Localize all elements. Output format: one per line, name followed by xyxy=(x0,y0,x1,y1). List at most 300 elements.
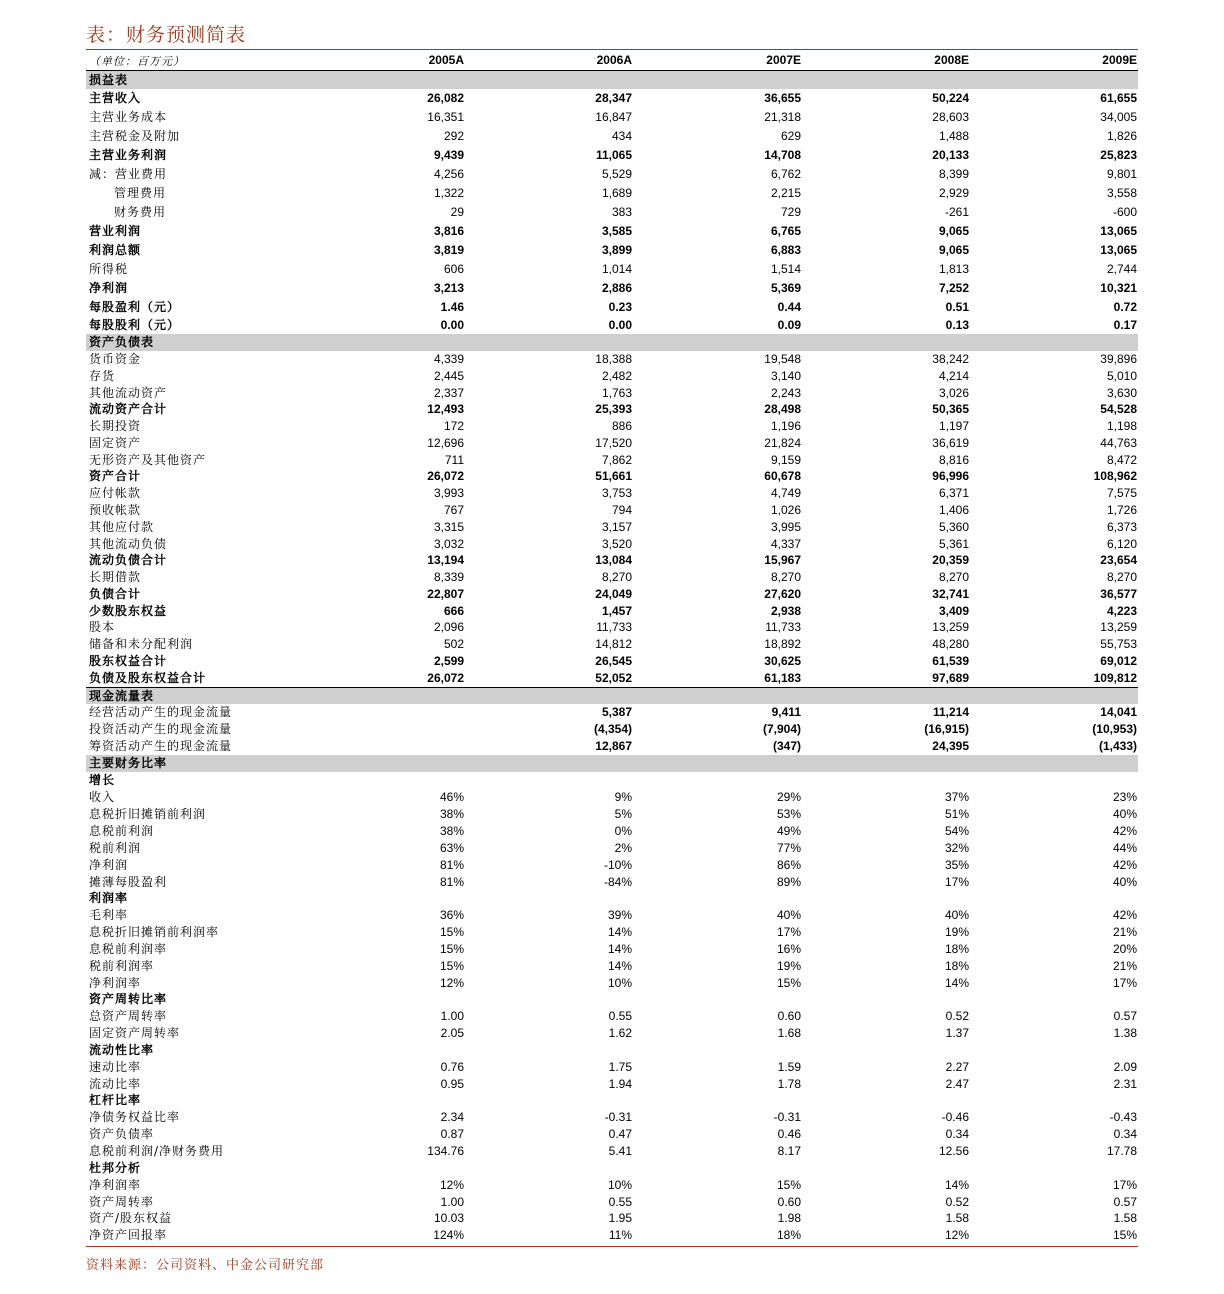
table-row xyxy=(86,1210,1138,1227)
row-label: 股本 xyxy=(89,620,116,634)
table-cell: 1.68 xyxy=(777,1026,801,1040)
table-row xyxy=(86,468,1138,485)
table-cell: 3,630 xyxy=(1106,386,1137,400)
table-cell: 63% xyxy=(439,841,464,855)
table-cell: 19,548 xyxy=(764,352,801,366)
table-cell: 3,899 xyxy=(601,243,632,257)
table-cell: 11,065 xyxy=(595,148,632,162)
table-cell: 666 xyxy=(443,604,464,618)
table-cell: 28,347 xyxy=(595,91,632,105)
financial-table xyxy=(86,53,1138,1244)
table-cell: 51% xyxy=(944,807,969,821)
table-cell: 9,439 xyxy=(433,148,464,162)
table-cell: 36,655 xyxy=(764,91,801,105)
source-note: 资料来源：公司资料、中金公司研究部 xyxy=(86,1258,325,1273)
table-cell: 96,996 xyxy=(932,469,969,483)
table-cell: 17% xyxy=(1112,1178,1137,1192)
table-row xyxy=(86,435,1138,452)
row-label: 资产负债率 xyxy=(89,1127,155,1141)
table-cell: 1,689 xyxy=(601,186,632,200)
table-cell: 28,603 xyxy=(932,110,969,124)
table-row xyxy=(86,536,1138,552)
table-cell: 8,270 xyxy=(938,570,969,584)
row-label: 流动性比率 xyxy=(89,1043,155,1057)
table-cell: 19% xyxy=(776,959,801,973)
table-cell: -600 xyxy=(1112,205,1137,219)
table-row xyxy=(86,636,1138,653)
row-label: 管理费用 xyxy=(114,186,167,200)
row-label: 其他流动资产 xyxy=(89,386,168,400)
table-cell: 0.55 xyxy=(608,1009,632,1023)
table-cell: (4,354) xyxy=(593,722,632,736)
table-row xyxy=(86,184,1138,203)
table-cell: 0.13 xyxy=(945,318,969,332)
table-cell: 61,539 xyxy=(932,654,969,668)
row-label: 资产负债表 xyxy=(89,335,155,349)
table-cell: 12,867 xyxy=(595,739,632,753)
table-cell: 14% xyxy=(607,959,632,973)
table-cell: 44% xyxy=(1112,841,1137,855)
table-cell: 52,052 xyxy=(595,671,632,685)
table-cell: 81% xyxy=(439,875,464,889)
table-cell: 37% xyxy=(944,790,969,804)
table-cell: -0.46 xyxy=(941,1110,969,1124)
table-cell: 18% xyxy=(944,959,969,973)
row-label: 收入 xyxy=(89,790,116,804)
table-cell: 81% xyxy=(439,858,464,872)
table-cell: 6,765 xyxy=(770,224,801,238)
table-cell: 5,369 xyxy=(770,281,801,295)
category-header xyxy=(86,890,1138,907)
table-cell: 17.78 xyxy=(1106,1144,1137,1158)
table-cell: 46% xyxy=(439,790,464,804)
table-cell: 5,387 xyxy=(601,705,632,719)
table-cell: 14,041 xyxy=(1100,705,1137,719)
table-row xyxy=(86,485,1138,502)
table-cell: 3,213 xyxy=(433,281,464,295)
table-cell: 4,214 xyxy=(938,369,969,383)
table-cell: 11% xyxy=(608,1228,632,1242)
table-row xyxy=(86,1076,1138,1092)
table-cell: 53% xyxy=(776,807,801,821)
table-cell: 292 xyxy=(443,129,464,143)
table-cell: 15% xyxy=(439,942,464,956)
section-header xyxy=(86,688,1138,704)
table-cell: 1,406 xyxy=(938,503,969,517)
table-cell: 14,708 xyxy=(764,148,801,162)
table-cell: 5,529 xyxy=(601,167,632,181)
table-row xyxy=(86,924,1138,941)
table-row xyxy=(86,738,1138,755)
table-cell: 4,337 xyxy=(770,537,801,551)
table-row xyxy=(86,1109,1138,1126)
table-cell: 1.37 xyxy=(945,1026,969,1040)
table-cell: 1,196 xyxy=(770,419,801,433)
table-cell: 1.38 xyxy=(1113,1026,1137,1040)
table-cell: 8,472 xyxy=(1106,453,1137,467)
table-row xyxy=(86,1177,1138,1194)
table-cell: 1,198 xyxy=(1106,419,1137,433)
table-cell: (10,953) xyxy=(1092,722,1137,736)
table-row xyxy=(86,260,1138,279)
table-row xyxy=(86,146,1138,165)
table-cell: 0.52 xyxy=(945,1195,969,1209)
row-label: 税前利润率 xyxy=(89,959,155,973)
table-row xyxy=(86,241,1138,260)
table-cell: 383 xyxy=(611,205,632,219)
table-row xyxy=(86,279,1138,298)
table-cell: 54,528 xyxy=(1100,402,1137,416)
table-cell: 6,371 xyxy=(938,486,969,500)
table-row xyxy=(86,1143,1138,1160)
row-label: 流动资产合计 xyxy=(89,402,168,416)
table-cell: 2% xyxy=(614,841,632,855)
table-cell: 14,812 xyxy=(595,637,632,651)
table-cell: 5,361 xyxy=(938,537,969,551)
table-cell: 35% xyxy=(944,858,969,872)
table-cell: 8,270 xyxy=(601,570,632,584)
table-cell: 38,242 xyxy=(932,352,969,366)
table-cell: 1.00 xyxy=(440,1195,464,1209)
table-cell: 77% xyxy=(776,841,801,855)
table-cell: 21,824 xyxy=(764,436,801,450)
table-cell: 51,661 xyxy=(595,469,632,483)
table-cell: 3,032 xyxy=(433,537,464,551)
table-row xyxy=(86,958,1138,975)
row-label: 息税折旧摊销前利润率 xyxy=(89,925,220,939)
table-cell: 60,678 xyxy=(764,469,801,483)
table-cell: 0.51 xyxy=(945,300,969,314)
row-label: 主要财务比率 xyxy=(89,756,168,770)
table-cell: 12,493 xyxy=(427,402,464,416)
row-label: 净债务权益比率 xyxy=(89,1110,181,1124)
table-cell: 42% xyxy=(1112,858,1137,872)
table-row xyxy=(86,108,1138,127)
table-cell: 86% xyxy=(776,858,801,872)
table-cell: 39% xyxy=(607,908,632,922)
row-label: 息税折旧摊销前利润 xyxy=(89,807,207,821)
table-cell: 108,962 xyxy=(1093,469,1137,483)
table-row xyxy=(86,789,1138,806)
table-cell: 2.34 xyxy=(440,1110,464,1124)
row-label: 增长 xyxy=(89,773,116,787)
table-cell: 27,620 xyxy=(764,587,801,601)
table-cell: 3,585 xyxy=(601,224,632,238)
table-cell: 3,409 xyxy=(938,604,969,618)
table-row xyxy=(86,840,1138,857)
row-label: 储备和未分配利润 xyxy=(89,637,194,651)
row-label: 预收帐款 xyxy=(89,503,142,517)
table-row xyxy=(86,502,1138,519)
table-cell: 2,599 xyxy=(433,654,464,668)
table-cell: 54% xyxy=(944,824,969,838)
table-cell: 13,194 xyxy=(427,553,464,567)
table-row xyxy=(86,603,1138,619)
table-cell: 10.03 xyxy=(433,1211,464,1225)
table-cell: 502 xyxy=(443,637,464,651)
category-header xyxy=(86,1160,1138,1177)
table-cell: 3,993 xyxy=(433,486,464,500)
row-label: 减：营业费用 xyxy=(89,167,168,181)
table-row xyxy=(86,452,1138,468)
row-label: 息税前利润率 xyxy=(89,942,168,956)
table-cell: 606 xyxy=(443,262,464,276)
table-row xyxy=(86,89,1138,108)
table-cell: 2,482 xyxy=(601,369,632,383)
row-label: 净利润 xyxy=(89,858,129,872)
table-cell: 2,243 xyxy=(770,386,801,400)
table-cell: 1,026 xyxy=(770,503,801,517)
table-cell: 2,929 xyxy=(938,186,969,200)
table-row xyxy=(86,619,1138,636)
table-cell: 9,065 xyxy=(938,224,969,238)
category-header xyxy=(86,1042,1138,1059)
table-cell: 16% xyxy=(776,942,801,956)
table-row xyxy=(86,222,1138,241)
table-cell: 2.27 xyxy=(945,1060,969,1074)
table-cell: 0.00 xyxy=(440,318,464,332)
table-cell: 6,762 xyxy=(770,167,801,181)
table-cell: 0.72 xyxy=(1113,300,1137,314)
table-cell: 21% xyxy=(1112,959,1137,973)
table-cell: 886 xyxy=(611,419,632,433)
table-row xyxy=(86,653,1138,670)
table-cell: 1.46 xyxy=(440,300,464,314)
row-label: 固定资产周转率 xyxy=(89,1026,181,1040)
row-label: 资产合计 xyxy=(89,469,142,483)
table-cell: 7,252 xyxy=(938,281,969,295)
table-cell: 3,140 xyxy=(770,369,801,383)
table-row xyxy=(86,704,1138,721)
table-cell: 7,575 xyxy=(1106,486,1137,500)
table-cell: -0.43 xyxy=(1109,1110,1137,1124)
table-cell: 38% xyxy=(439,807,464,821)
table-cell: 15% xyxy=(439,925,464,939)
table-cell: 18% xyxy=(944,942,969,956)
row-label: 股东权益合计 xyxy=(89,654,168,668)
table-cell: 24,395 xyxy=(932,739,969,753)
table-row xyxy=(86,823,1138,840)
row-label: 其他流动负债 xyxy=(89,537,168,551)
table-cell: 9,411 xyxy=(771,705,801,719)
table-cell: 15% xyxy=(776,976,801,990)
table-cell: 6,120 xyxy=(1106,537,1137,551)
table-cell: 1.00 xyxy=(440,1009,464,1023)
table-row xyxy=(86,317,1138,334)
table-cell: 0.87 xyxy=(440,1127,464,1141)
table-header xyxy=(86,53,1138,71)
table-cell: 13,065 xyxy=(1100,224,1137,238)
row-label: 速动比率 xyxy=(89,1060,142,1074)
table-cell: 12% xyxy=(944,1228,969,1242)
table-cell: 23,654 xyxy=(1100,553,1137,567)
table-row xyxy=(86,203,1138,222)
table-row xyxy=(86,351,1138,368)
table-cell: 19% xyxy=(944,925,969,939)
table-cell: 38% xyxy=(439,824,464,838)
table-cell: 124% xyxy=(433,1228,464,1242)
table-cell: 629 xyxy=(780,129,801,143)
table-cell: 21% xyxy=(1112,925,1137,939)
row-label: 流动比率 xyxy=(89,1077,142,1091)
table-cell: -10% xyxy=(603,858,632,872)
table-cell: 55,753 xyxy=(1100,637,1137,651)
row-label: 杠杆比率 xyxy=(89,1093,142,1107)
table-cell: 10% xyxy=(607,1178,632,1192)
table-cell: (1,433) xyxy=(1098,739,1137,753)
row-label: 存货 xyxy=(89,369,116,383)
table-cell: 0.95 xyxy=(440,1077,464,1091)
table-cell: 18,892 xyxy=(764,637,801,651)
table-row xyxy=(86,1227,1138,1244)
table-cell: 8,339 xyxy=(433,570,464,584)
table-cell: 20% xyxy=(1112,942,1137,956)
row-label: 毛利率 xyxy=(89,908,129,922)
category-header xyxy=(86,991,1138,1008)
row-label: 净利润率 xyxy=(89,976,142,990)
table-cell: 1,322 xyxy=(433,186,464,200)
table-cell: 1,014 xyxy=(601,262,632,276)
table-cell: 17% xyxy=(776,925,801,939)
table-cell: 0.57 xyxy=(1113,1009,1137,1023)
table-cell: 1.62 xyxy=(608,1026,632,1040)
table-cell: 34,005 xyxy=(1100,110,1137,124)
table-cell: 50,365 xyxy=(932,402,969,416)
row-label: 长期投资 xyxy=(89,419,142,433)
table-cell: 40% xyxy=(1112,807,1137,821)
table-cell: 1.94 xyxy=(608,1077,632,1091)
table-cell: 1,726 xyxy=(1106,503,1137,517)
table-row xyxy=(86,975,1138,991)
table-cell: 61,655 xyxy=(1100,91,1137,105)
table-cell: 0.46 xyxy=(777,1127,801,1141)
table-cell: 0% xyxy=(614,824,632,838)
table-cell: 8,399 xyxy=(938,167,969,181)
table-cell: 22,807 xyxy=(427,587,464,601)
table-cell: 767 xyxy=(443,503,464,517)
table-cell: 5% xyxy=(614,807,632,821)
table-row xyxy=(86,552,1138,569)
year-header: 2006A xyxy=(596,53,632,67)
table-cell: 40% xyxy=(1112,875,1137,889)
table-cell: 0.34 xyxy=(945,1127,969,1141)
table-row xyxy=(86,418,1138,435)
table-cell: 1,514 xyxy=(770,262,801,276)
row-label: 无形资产及其他资产 xyxy=(89,453,207,467)
row-label: 主营业务成本 xyxy=(89,110,168,124)
table-cell: 0.52 xyxy=(945,1009,969,1023)
table-cell: 9,065 xyxy=(938,243,969,257)
row-label: 所得税 xyxy=(89,262,129,276)
table-cell: 17% xyxy=(1112,976,1137,990)
table-cell: 1,813 xyxy=(938,262,969,276)
table-cell: 40% xyxy=(776,908,801,922)
row-label: 负债及股东权益合计 xyxy=(89,671,207,685)
table-cell: 2.31 xyxy=(1113,1077,1137,1091)
year-header: 2007E xyxy=(766,53,801,67)
table-row xyxy=(86,586,1138,603)
table-row xyxy=(86,165,1138,184)
table-cell: 0.60 xyxy=(777,1195,801,1209)
row-label: 其他应付款 xyxy=(89,520,155,534)
table-cell: 32,741 xyxy=(932,587,969,601)
table-cell: -0.31 xyxy=(773,1110,801,1124)
table-cell: 2,938 xyxy=(770,604,801,618)
table-cell: 0.60 xyxy=(777,1009,801,1023)
table-cell: 16,847 xyxy=(595,110,632,124)
table-cell: 1,488 xyxy=(938,129,969,143)
table-cell: 6,373 xyxy=(1106,520,1137,534)
table-cell: 1,457 xyxy=(601,604,632,618)
table-cell: 172 xyxy=(443,419,464,433)
table-cell: 0.34 xyxy=(1113,1127,1137,1141)
row-label: 投资活动产生的现金流量 xyxy=(89,722,233,736)
table-cell: 50,224 xyxy=(932,91,969,105)
table-cell: -84% xyxy=(603,875,632,889)
table-cell: 0.17 xyxy=(1113,318,1137,332)
row-label: 资产/股东权益 xyxy=(89,1211,173,1225)
table-cell: 2,215 xyxy=(770,186,801,200)
table-row xyxy=(86,670,1138,688)
table-cell: 24,049 xyxy=(595,587,632,601)
table-cell: 7,862 xyxy=(601,453,632,467)
row-label: 摊薄每股盈利 xyxy=(89,875,168,889)
table-cell: 97,689 xyxy=(932,671,969,685)
table-cell: 18,388 xyxy=(595,352,632,366)
table-cell: 1,197 xyxy=(938,419,969,433)
table-cell: 20,359 xyxy=(932,553,969,567)
table-cell: 49% xyxy=(776,824,801,838)
section-header xyxy=(86,71,1138,89)
table-cell: 13,084 xyxy=(595,553,632,567)
table-cell: 1.98 xyxy=(777,1211,801,1225)
row-label: 应付帐款 xyxy=(89,486,142,500)
row-label: 少数股东权益 xyxy=(89,604,168,618)
table-cell: 8,816 xyxy=(938,453,969,467)
table-cell: 0.55 xyxy=(608,1195,632,1209)
table-cell: 1.78 xyxy=(777,1077,801,1091)
table-cell: 711 xyxy=(444,453,464,467)
table-cell: 3,558 xyxy=(1106,186,1137,200)
table-cell: 36% xyxy=(439,908,464,922)
category-header xyxy=(86,772,1138,789)
table-cell: 14% xyxy=(607,942,632,956)
row-label: 每股盈利（元） xyxy=(89,300,181,314)
row-label: 总资产周转率 xyxy=(89,1009,168,1023)
table-cell: 36,577 xyxy=(1100,587,1137,601)
table-cell: 9% xyxy=(614,790,632,804)
table-cell: 0.44 xyxy=(777,300,801,314)
table-cell: 28,498 xyxy=(764,402,801,416)
table-row xyxy=(86,368,1138,385)
table-row xyxy=(86,874,1138,890)
table-cell: 15% xyxy=(439,959,464,973)
table-cell: 8,270 xyxy=(770,570,801,584)
table-row xyxy=(86,1126,1138,1143)
table-cell: 434 xyxy=(611,129,632,143)
table-cell: 12,696 xyxy=(427,436,464,450)
table-cell: 26,072 xyxy=(427,469,464,483)
table-cell: 1.75 xyxy=(608,1060,632,1074)
table-row xyxy=(86,806,1138,823)
row-label: 资产周转率 xyxy=(89,1195,155,1209)
table-cell: -0.31 xyxy=(604,1110,632,1124)
table-cell: (7,904) xyxy=(762,722,801,736)
table-cell: 13,259 xyxy=(1100,620,1137,634)
table-cell: 26,072 xyxy=(427,671,464,685)
table-cell: 10,321 xyxy=(1100,281,1137,295)
row-label: 主营税金及附加 xyxy=(89,129,181,143)
